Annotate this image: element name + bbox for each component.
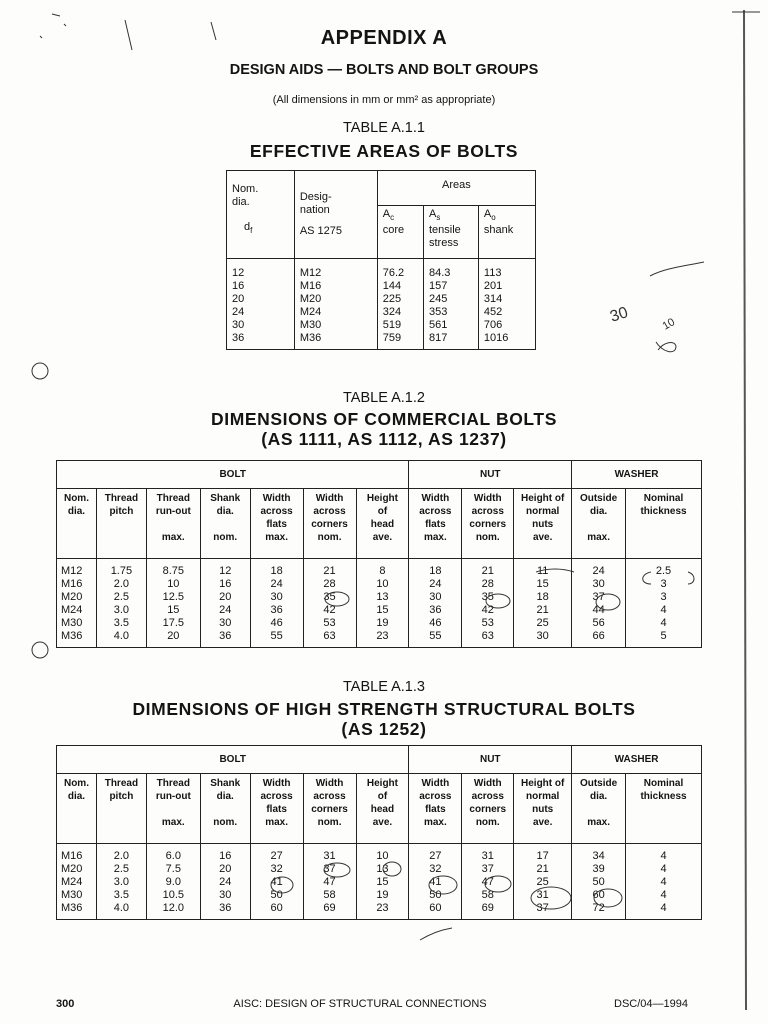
table-cell: 16 <box>219 850 232 862</box>
table3-col-header: Height of normal nuts ave. <box>514 774 572 844</box>
table-cell: 41 <box>270 876 283 888</box>
table2-col-values <box>572 559 626 648</box>
table2-col-header: Nom. dia. <box>57 489 97 559</box>
table-cell: 17.5 <box>162 617 185 629</box>
t1-areas-header: Areas <box>377 171 535 206</box>
table-cell: 13 <box>376 591 389 603</box>
table3-title-standard: (AS 1252) <box>341 719 427 739</box>
table2-col-values <box>96 559 146 648</box>
table-cell: 47 <box>481 876 494 888</box>
handwritten-number: 10 <box>660 316 678 333</box>
table-cell: 24 <box>219 604 232 616</box>
table-cell: 34 <box>592 850 605 862</box>
table-cell: 32 <box>270 863 283 875</box>
table-cell: 23 <box>376 630 389 642</box>
table-cell: M24 <box>61 604 83 616</box>
t2-group-washer: WASHER <box>572 461 702 489</box>
table2-col-header: Width across corners nom. <box>303 489 356 559</box>
t3-group-washer: WASHER <box>572 746 702 774</box>
table-cell: 50 <box>592 876 605 888</box>
page-number: 300 <box>56 998 75 1010</box>
t2-column-headers <box>57 489 702 559</box>
table-cell: 5 <box>660 630 667 642</box>
t2-group-bolt: BOLT <box>57 461 409 489</box>
table-cell: 35 <box>481 591 494 603</box>
table2-col-values <box>409 559 462 648</box>
table-cell: 42 <box>481 604 494 616</box>
table-cell: 2.0 <box>113 850 130 862</box>
table3-col-values <box>626 844 702 920</box>
t1-col-nom: Nom. dia. $d_f$ <box>227 171 295 259</box>
table3-col-values <box>96 844 146 920</box>
commercial-bolts-table <box>56 460 702 648</box>
table-cell: 19 <box>376 617 389 629</box>
t1-nom-values: 12 16 20 24 30 36 <box>227 259 295 350</box>
table-cell: 50 <box>270 889 283 901</box>
table2-col-values <box>462 559 514 648</box>
table-cell: 36 <box>429 604 442 616</box>
table-cell: 2.5 <box>113 591 130 603</box>
table-cell: 2.5 <box>655 565 672 577</box>
table-cell: 18 <box>536 591 549 603</box>
table-cell: 58 <box>323 889 336 901</box>
t1-desig-values: M12 M16 M20 M24 M30 M36 <box>294 259 377 350</box>
table-cell: M24 <box>61 876 83 888</box>
table-cell: M36 <box>61 902 83 914</box>
table-cell: 4 <box>660 889 667 901</box>
table-cell: 27 <box>429 850 442 862</box>
table2-col-header: Nominal thickness <box>626 489 702 559</box>
table-cell: 3.5 <box>113 617 130 629</box>
table-cell: 53 <box>323 617 336 629</box>
table3-col-values <box>200 844 250 920</box>
table-cell: 60 <box>592 889 605 901</box>
table-cell: 39 <box>592 863 605 875</box>
table-cell: 4 <box>660 617 667 629</box>
table-cell: 17 <box>536 850 549 862</box>
table3-col-header: Shank dia. nom. <box>200 774 250 844</box>
table2-label: TABLE A.1.2 <box>343 390 425 406</box>
table-cell: 63 <box>481 630 494 642</box>
table-cell: 12.5 <box>162 591 185 603</box>
table-cell: 3 <box>660 591 667 603</box>
table2-col-values <box>200 559 250 648</box>
t1-col-ac: $A_c$ core <box>377 206 423 259</box>
table2-col-values <box>57 559 97 648</box>
t3-group-nut: NUT <box>409 746 572 774</box>
table3-title: DIMENSIONS OF HIGH STRENGTH STRUCTURAL BOLTS <box>132 699 636 719</box>
table2-col-header: Outside dia. max. <box>572 489 626 559</box>
table3-col-header: Nominal thickness <box>626 774 702 844</box>
table-cell: 66 <box>592 630 605 642</box>
table3-col-values <box>462 844 514 920</box>
table-cell: 20 <box>219 863 232 875</box>
table-cell: 1.75 <box>110 565 133 577</box>
table3-col-values <box>514 844 572 920</box>
table1-label: TABLE A.1.1 <box>343 120 425 136</box>
t2-data <box>57 559 702 648</box>
table2-col-header: Shank dia. nom. <box>200 489 250 559</box>
table2-col-header: Width across flats max. <box>250 489 303 559</box>
t1-col-desig: Desig- nation AS 1275 <box>294 171 377 259</box>
table-cell: 4 <box>660 863 667 875</box>
table-cell: 35 <box>323 591 336 603</box>
df-label: $d_f$ <box>244 221 253 236</box>
table-cell: 44 <box>592 604 605 616</box>
t1-col-as: $A_s$ tensile stress <box>424 206 479 259</box>
table-cell: 2.0 <box>113 578 130 590</box>
table-cell: 20 <box>219 591 232 603</box>
table-cell: 37 <box>323 863 336 875</box>
table-cell: 30 <box>536 630 549 642</box>
table-cell: 30 <box>219 617 232 629</box>
table-cell: 36 <box>219 630 232 642</box>
table-cell: 31 <box>323 850 336 862</box>
table-cell: 36 <box>219 902 232 914</box>
table-cell: 4.0 <box>113 630 130 642</box>
table-cell: 28 <box>323 578 336 590</box>
table-cell: 46 <box>429 617 442 629</box>
table-cell: 8.75 <box>162 565 185 577</box>
t1-col-ao: $A_o$ shank <box>478 206 535 259</box>
table2-col-header: Width across flats max. <box>409 489 462 559</box>
high-strength-bolts-table <box>56 745 702 920</box>
table-cell: 16 <box>219 578 232 590</box>
table-cell: 30 <box>429 591 442 603</box>
table-cell: 9.0 <box>165 876 181 888</box>
table-cell: 8 <box>379 565 386 577</box>
table-cell: 13 <box>376 863 389 875</box>
table-cell: 23 <box>376 902 389 914</box>
table3-col-header: Height of head ave. <box>356 774 409 844</box>
table-cell: 32 <box>429 863 442 875</box>
table-cell: 15 <box>167 604 180 616</box>
table2-title-standards: (AS 1111, AS 1112, AS 1237) <box>261 429 507 449</box>
units-note: (All dimensions in mm or mm² as appropriate) <box>272 94 496 106</box>
pencil-scribble <box>650 262 704 276</box>
t3-group-bolt: BOLT <box>57 746 409 774</box>
table-cell: 36 <box>270 604 283 616</box>
table3-col-header: Width across corners nom. <box>462 774 514 844</box>
pencil-scribble <box>656 342 676 352</box>
table-cell: 37 <box>536 902 549 914</box>
table3-col-values <box>303 844 356 920</box>
footer-reference: DSC/04—1994 <box>614 998 688 1010</box>
table-cell: 10 <box>167 578 180 590</box>
table-cell: 3.0 <box>113 604 130 616</box>
table-cell: M20 <box>61 863 83 875</box>
appendix-heading: APPENDIX A <box>320 27 448 49</box>
table-cell: 15 <box>376 876 389 888</box>
table2-col-header: Height of head ave. <box>356 489 409 559</box>
table2-col-values <box>626 559 702 648</box>
table3-col-header: Width across flats max. <box>409 774 462 844</box>
table-cell: M36 <box>61 630 83 642</box>
table-cell: 69 <box>323 902 336 914</box>
table3-col-values <box>146 844 200 920</box>
table-cell: 27 <box>270 850 283 862</box>
table-cell: 10 <box>376 578 389 590</box>
table-cell: 24 <box>219 876 232 888</box>
table-cell: 4 <box>660 604 667 616</box>
table-cell: 37 <box>481 863 494 875</box>
table-cell: 15 <box>376 604 389 616</box>
table-cell: 4 <box>660 850 667 862</box>
table-cell: M20 <box>61 591 83 603</box>
table-cell: M30 <box>61 617 83 629</box>
table3-col-values <box>250 844 303 920</box>
table3-label: TABLE A.1.3 <box>343 679 425 695</box>
hole-punch-mark <box>32 363 48 379</box>
table2-col-values <box>514 559 572 648</box>
table-cell: 30 <box>270 591 283 603</box>
t1-as-values: 84.3 157 245 353 561 817 <box>424 259 479 350</box>
table-cell: 53 <box>481 617 494 629</box>
t2-group-nut: NUT <box>409 461 572 489</box>
table-cell: 21 <box>323 565 336 577</box>
table-cell: M16 <box>61 578 83 590</box>
table3-col-values <box>409 844 462 920</box>
table-cell: 47 <box>323 876 336 888</box>
table-cell: 69 <box>481 902 494 914</box>
table-cell: 31 <box>481 850 494 862</box>
table-cell: 12 <box>219 565 232 577</box>
table-cell: 19 <box>376 889 389 901</box>
table-cell: 46 <box>270 617 283 629</box>
t3-column-headers <box>57 774 702 844</box>
table-cell: 63 <box>323 630 336 642</box>
table3-col-header: Thread pitch <box>96 774 146 844</box>
table1-title: EFFECTIVE AREAS OF BOLTS <box>249 141 519 161</box>
table-cell: 4.0 <box>113 902 130 914</box>
t1-ac-values: 76.2 144 225 324 519 759 <box>377 259 423 350</box>
table-cell: 24 <box>429 578 442 590</box>
table-cell: 20 <box>167 630 180 642</box>
table-cell: 2.5 <box>113 863 130 875</box>
table-cell: 12.0 <box>162 902 185 914</box>
table3-col-values <box>356 844 409 920</box>
table2-col-header: Thread run-out max. <box>146 489 200 559</box>
table3-col-values <box>572 844 626 920</box>
table-cell: 21 <box>536 863 549 875</box>
table-cell: M16 <box>61 850 83 862</box>
table-cell: 55 <box>429 630 442 642</box>
table-cell: 41 <box>429 876 442 888</box>
table2-col-values <box>250 559 303 648</box>
table-cell: 3.5 <box>113 889 130 901</box>
handwritten-number: 30 <box>607 304 631 326</box>
table-cell: 56 <box>592 617 605 629</box>
table-cell: 25 <box>536 876 549 888</box>
table-cell: 11 <box>536 565 549 577</box>
pencil-stroke <box>420 928 452 940</box>
table-cell: 55 <box>270 630 283 642</box>
table-cell: 24 <box>270 578 283 590</box>
footer-title: AISC: DESIGN OF STRUCTURAL CONNECTIONS <box>233 998 487 1010</box>
table-cell: 10.5 <box>162 889 185 901</box>
table-cell: 60 <box>270 902 283 914</box>
table-cell: M12 <box>61 565 83 577</box>
table3-col-values <box>57 844 97 920</box>
table-cell: 72 <box>592 902 605 914</box>
effective-areas-table <box>226 170 536 350</box>
table3-col-header: Width across corners nom. <box>303 774 356 844</box>
section-subtitle: DESIGN AIDS — BOLTS AND BOLT GROUPS <box>229 62 539 78</box>
table2-col-values <box>356 559 409 648</box>
table-cell: 21 <box>481 565 494 577</box>
table-cell: 4 <box>660 876 667 888</box>
table-cell: 50 <box>429 889 442 901</box>
table-cell: 18 <box>270 565 283 577</box>
table2-col-header: Height of normal nuts ave. <box>514 489 572 559</box>
table-cell: 30 <box>592 578 605 590</box>
table-cell: 28 <box>481 578 494 590</box>
table-cell: 25 <box>536 617 549 629</box>
table-cell: 4 <box>660 902 667 914</box>
table-cell: 18 <box>429 565 442 577</box>
table-cell: 10 <box>376 850 389 862</box>
table-cell: 6.0 <box>165 850 181 862</box>
table-cell: 30 <box>219 889 232 901</box>
table-cell: 31 <box>536 889 549 901</box>
t1-ao-values: 113 201 314 452 706 1016 <box>478 259 535 350</box>
table-cell: M30 <box>61 889 83 901</box>
table-cell: 37 <box>592 591 605 603</box>
table2-col-values <box>146 559 200 648</box>
table3-col-header: Width across flats max. <box>250 774 303 844</box>
table2-title: DIMENSIONS OF COMMERCIAL BOLTS <box>211 409 557 429</box>
table-cell: 60 <box>429 902 442 914</box>
table3-col-header: Outside dia. max. <box>572 774 626 844</box>
table-cell: 58 <box>481 889 494 901</box>
hole-punch-mark <box>32 642 48 658</box>
table3-col-header: Thread run-out max. <box>146 774 200 844</box>
table-cell: 3.0 <box>113 876 130 888</box>
table3-col-header: Nom. dia. <box>57 774 97 844</box>
table-cell: 3 <box>660 578 667 590</box>
t3-data <box>57 844 702 920</box>
table-cell: 21 <box>536 604 549 616</box>
table-cell: 42 <box>323 604 336 616</box>
table-cell: 24 <box>592 565 605 577</box>
table-cell: 7.5 <box>165 863 181 875</box>
table2-col-header: Width across corners nom. <box>462 489 514 559</box>
table2-col-header: Thread pitch <box>96 489 146 559</box>
table-cell: 15 <box>536 578 549 590</box>
table2-col-values <box>303 559 356 648</box>
